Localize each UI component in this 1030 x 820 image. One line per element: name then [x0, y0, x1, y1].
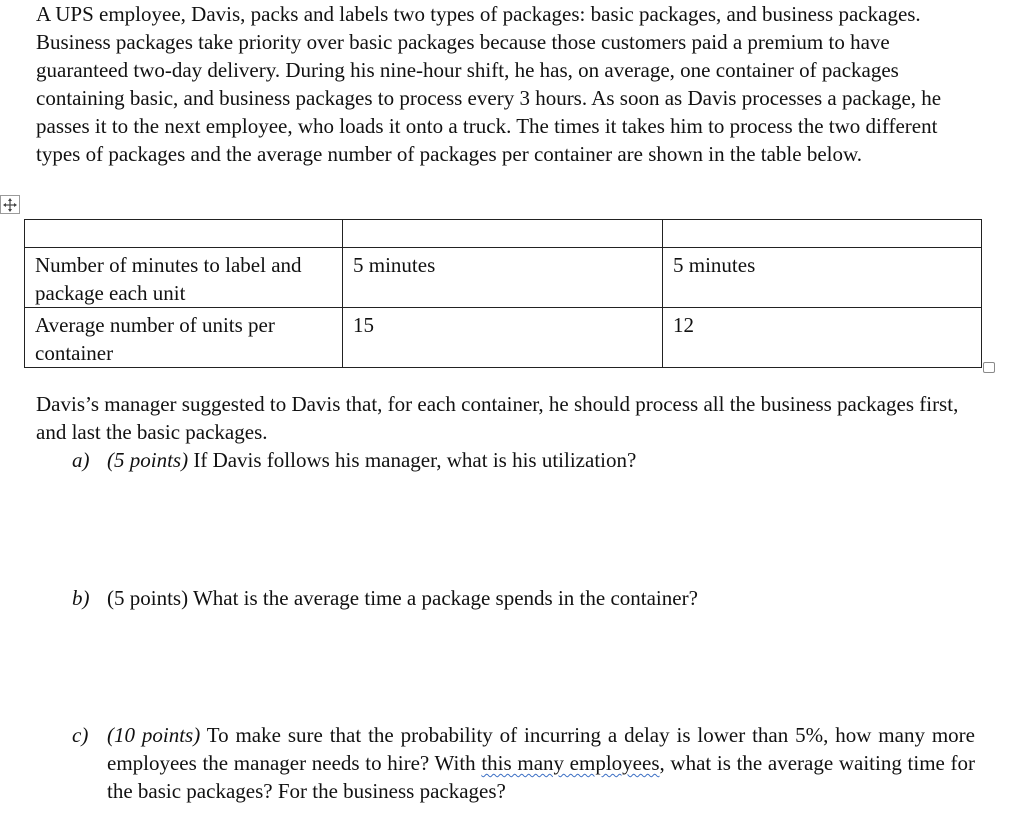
- package-table: [24, 219, 982, 368]
- table-header-cell[interactable]: [343, 220, 663, 248]
- table-row: [25, 308, 982, 368]
- question-c-label: c): [72, 723, 89, 747]
- table-header-cell[interactable]: [25, 220, 343, 248]
- table-header-row: [25, 220, 982, 248]
- question-b-text: (5 points) What is the average time a package spends in the container?: [107, 586, 698, 610]
- table-cell-units-label[interactable]: Average number of units per container: [25, 308, 343, 368]
- table-cell-minutes-label[interactable]: Number of minutes to label and package each unit: [25, 248, 343, 308]
- question-c-text: [107, 721, 975, 805]
- table-cell-business-units[interactable]: 12: [663, 308, 982, 368]
- manager-paragraph: Davis’s manager suggested to Davis that, for each container, he should process all the business packages first, and last the basic packages.: [36, 392, 959, 444]
- table-header-cell[interactable]: [663, 220, 982, 248]
- grammar-underline[interactable]: this many employees: [481, 751, 660, 775]
- table-cell-basic-minutes[interactable]: 5 minutes: [343, 248, 663, 308]
- question-a-label: a): [72, 448, 90, 472]
- table-cell-business-minutes[interactable]: 5 minutes: [663, 248, 982, 308]
- intro-paragraph: A UPS employee, Davis, packs and labels two types of packages: basic packages, and business packages. Business packages take priority over basic packages because those customers paid a premium to have guaranteed two-day delivery. During his nine-hour shift, he has, on average, one container of packages containing basic, and business packages to process every 3 hours. As soon as Davis processes a package, he passes it to the next employee, who loads it onto a truck. The times it takes him to process the two different types of packages and the average number of packages per container are shown in the table below.: [36, 2, 942, 166]
- question-c-body-end: , what is the average waiting time for the basic packages? For the business packages?: [107, 751, 976, 803]
- question-a-points: (5 points): [107, 448, 189, 472]
- move-arrows-icon: [3, 198, 17, 212]
- resize-square-icon[interactable]: [983, 362, 995, 373]
- table-move-handle[interactable]: [0, 195, 20, 214]
- question-a-text: [107, 446, 636, 474]
- table-cell-basic-units[interactable]: 15: [343, 308, 663, 368]
- question-b-label: b): [72, 586, 90, 610]
- question-c-points: (10 points): [107, 723, 201, 747]
- question-a-body: If Davis follows his manager, what is his utilization?: [188, 448, 637, 472]
- table-row: [25, 248, 982, 308]
- question-c-body-start: To make sure that the probability of incurring a delay is lower than 5%, how many more employees the manager needs to hire? With: [107, 723, 975, 775]
